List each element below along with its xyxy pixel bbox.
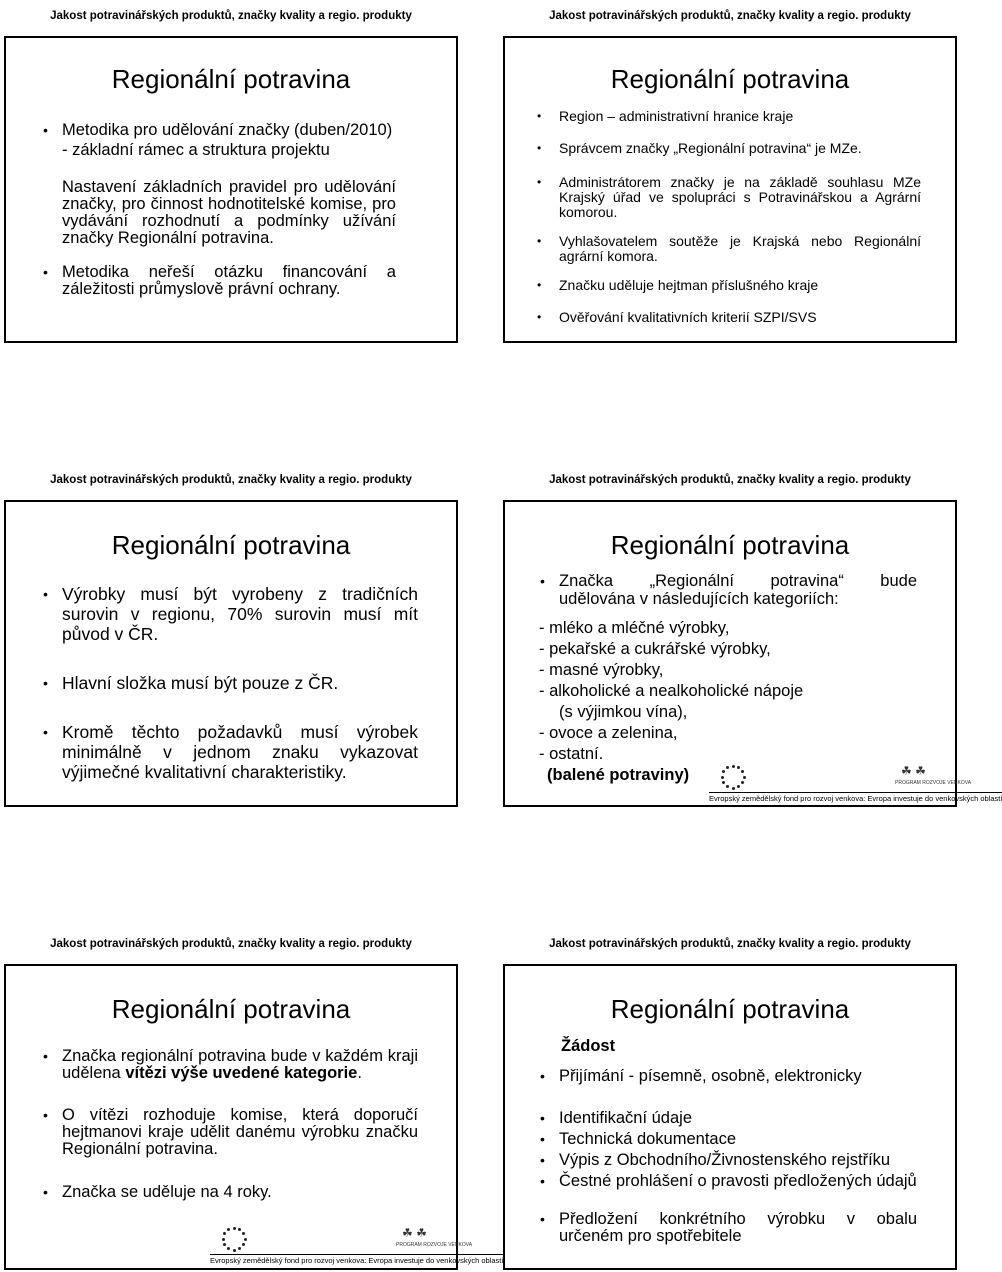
slide-header: Jakost potravinářských produktů, značky kvality a regio. produkty [50,938,412,950]
eu-logo-strip [705,760,1002,806]
bullet-item: • Region – administrativní hranice kraje [537,108,794,124]
category-item: - ostatní. [539,745,604,763]
category-item: - alkoholické a nealkoholické nápoje [539,682,804,700]
category-item: - mléko a mléčné výrobky, [539,619,730,637]
bullet-icon: • [540,1131,545,1147]
slide-title: Regionální potravina [610,64,850,94]
bullet-item: • Značku uděluje hejtman příslušného kraje [537,277,819,293]
program-logo-icon: ☘ ☘ [901,764,926,778]
eu-star-icon [233,1249,236,1252]
program-logo-text: PROGRAM ROZVOJE VENKOVA [396,1242,473,1248]
eu-star-icon [233,1227,236,1230]
bullet-item: • Identifikační údaje [540,1109,693,1127]
bullet-item: • Vyhlašovatelem soutěže je Krajská nebo Regionální agrární komora. [537,233,921,264]
bullet-item: • Hlavní složka musí být pouze z ČR. [43,673,339,693]
eu-star-icon [741,781,744,784]
slide-title: Regionální potravina [111,64,351,94]
bullet-item: • Správcem značky „Regionální potravina“ je MZe. [537,140,862,156]
category-item: - masné výrobky, [539,661,664,679]
slide-frame [503,500,1002,807]
eu-star-icon [732,787,735,790]
eu-flag-icon [715,762,751,792]
bullet-icon: • [43,264,48,280]
slide-frame [4,500,458,807]
slide-3 [4,474,458,807]
program-logo-text: PROGRAM ROZVOJE VENKOVA [895,780,972,786]
packed-note: (balené potraviny) [547,766,690,784]
eu-star-icon [244,1238,247,1241]
bullet-item: • Ověřování kvalitativních kriterií SZPI/SVS [537,309,817,325]
bullet-icon: • [43,586,48,602]
bullet-icon: • [537,141,542,155]
eu-star-icon [726,766,729,769]
slide-title: Regionální potravina [111,530,351,560]
eu-star-icon [722,781,725,784]
bullet-item: • Značka se uděluje na 4 roky. [43,1183,272,1201]
bullet-icon: • [540,1110,545,1126]
eu-star-icon [238,1228,241,1231]
bullet-icon: • [540,1173,545,1189]
bullet-icon: • [537,310,542,324]
slide-title: Regionální potravina [111,994,351,1024]
bullet-item: • Kromě těchto požadavků musí výrobek minimálně v jednom znaku vykazovat výjimečné kvalitativní charakteristiky. [43,722,418,782]
slide-frame [4,964,504,1270]
bullet-icon: • [537,278,542,292]
bullet-item: • Značka regionální potravina bude v každém kraji udělena vítězi výše uvedené kategorie. [43,1047,418,1082]
slide-header: Jakost potravinářských produktů, značky kvality a regio. produkty [50,474,412,486]
bullet-item: • O vítězi rozhoduje komise, která doporučí hejtmanovi kraje udělit danému výrobku značku Regionální potravina. [43,1106,418,1158]
eu-star-icon [227,1228,230,1231]
eu-star-icon [223,1232,226,1235]
eu-star-icon [721,776,724,779]
bullet-item: • Výpis z Obchodního/Živnostenského rejstříku [540,1151,891,1169]
category-item: (s výjimkou vína), [559,703,688,721]
eu-star-icon [227,1247,230,1250]
bullet-item: • Metodika neřeší otázku financování a záležitosti průmyslově právní ochrany. [43,263,396,298]
bullet-icon: • [43,122,48,138]
logo-caption: Evropský zemědělský fond pro rozvoj venkova: Evropa investuje do venkovských oblastí [210,1256,504,1265]
logo-caption: Evropský zemědělský fond pro rozvoj venkova: Evropa investuje do venkovských oblastí [709,794,1002,803]
bullet-icon: • [540,1152,545,1168]
slide-title: Regionální potravina [610,994,850,1024]
bullet-item: • Výrobky musí být vyrobeny z tradičních surovin v regionu, 70% surovin musí mít původ v ČR. [43,584,418,644]
eu-star-icon [732,765,735,768]
slide-6 [503,938,957,1270]
bullet-icon: • [43,724,48,740]
slide-header: Jakost potravinářských produktů, značky kvality a regio. produkty [549,938,911,950]
bullet-icon: • [43,1184,48,1200]
eu-star-icon [722,770,725,773]
eu-star-icon [242,1243,245,1246]
eu-star-icon [743,776,746,779]
slide-frame [503,36,957,343]
eu-logo-strip [206,1222,504,1268]
slide-frame [4,36,458,343]
bullet-item: • Metodika pro udělování značky (duben/2010) - základní rámec a struktura projektu [43,121,393,159]
slide-4 [503,474,1002,807]
bullet-icon: • [537,109,542,123]
eu-star-icon [238,1247,241,1250]
slide-header: Jakost potravinářských produktů, značky kvality a regio. produkty [50,10,412,22]
slide-frame [503,964,957,1270]
bullet-icon: • [43,1107,48,1123]
slide-5 [4,938,504,1270]
slide-2 [503,10,957,343]
eu-star-icon [737,785,740,788]
bullet-item: • Čestné prohlášení o pravosti předložených údajů [540,1172,917,1190]
paragraph: Nastavení základních pravidel pro udělování značky, pro činnost hodnotitelské komise, pro vydávání rozhodnutí a podmínky užívání značky Regionální potravina. [62,178,396,247]
eu-flag-icon [216,1224,252,1254]
bullet-icon: • [540,1211,545,1227]
slide-header: Jakost potravinářských produktů, značky kvality a regio. produkty [549,474,911,486]
slide-header: Jakost potravinářských produktů, značky kvality a regio. produkty [549,10,911,22]
program-logo-icon: ☘ ☘ [402,1226,427,1240]
bullet-icon: • [43,1048,48,1064]
bullet-item: • Předložení konkrétního výrobku v obalu určeném pro spotřebitele [540,1210,917,1245]
bullet-item: • Značka „Regionální potravina“ bude udělována v následujících kategoriích: [540,572,917,608]
bullet-item: • Administrátorem značky je na základě souhlasu MZe Krajský úřad ve spolupráci s Potravinářskou a Agrární komorou. [537,174,921,220]
slide-title: Regionální potravina [610,530,850,560]
bullet-icon: • [540,573,545,589]
eu-star-icon [223,1243,226,1246]
eu-star-icon [741,770,744,773]
bullet-item: • Přijímání - písemně, osobně, elektronicky [540,1067,862,1085]
section-heading: Žádost [561,1037,616,1055]
category-item: - pekařské a cukrářské výrobky, [539,640,771,658]
bullet-item: • Technická dokumentace [540,1130,737,1148]
bullet-icon: • [43,675,48,691]
bullet-icon: • [537,175,542,189]
slide-1 [4,10,458,343]
bullet-icon: • [537,234,542,248]
category-item: - ovoce a zelenina, [539,724,678,742]
eu-star-icon [737,766,740,769]
eu-star-icon [222,1238,225,1241]
eu-star-icon [242,1232,245,1235]
bullet-icon: • [540,1068,545,1084]
eu-star-icon [726,785,729,788]
